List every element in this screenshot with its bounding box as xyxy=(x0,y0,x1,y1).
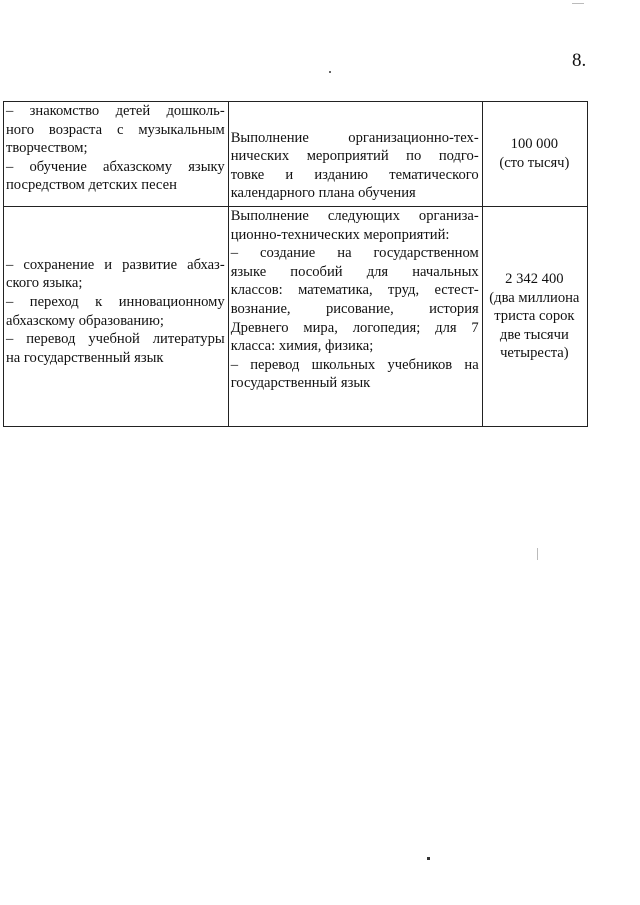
goal-cell xyxy=(4,102,229,207)
goal-line: – перевод учебной литературы xyxy=(6,331,225,348)
sum-in-words: (два миллиона xyxy=(489,289,580,306)
table-row xyxy=(4,207,588,427)
action-line: – перевод школьных учебников на xyxy=(230,356,479,373)
sum-amount: 100 000 xyxy=(510,136,559,153)
scan-speck xyxy=(427,857,430,860)
goal-line: посредством детских песен xyxy=(6,177,177,194)
action-line: государственный язык xyxy=(230,375,371,392)
scan-speck xyxy=(537,548,538,560)
goal-cell xyxy=(4,207,229,427)
scan-speck xyxy=(329,71,331,73)
goal-line: – знакомство детей дошколь- xyxy=(6,103,225,119)
action-line: классов: математика, труд, естест- xyxy=(230,282,479,299)
action-line: Древнего мира, логопедия; для 7 xyxy=(230,319,479,336)
action-line: календарного плана обучения xyxy=(230,185,416,202)
goal-line: ского языка; xyxy=(6,275,83,292)
scan-speck xyxy=(572,3,584,4)
table-row xyxy=(4,102,588,207)
sum-in-words: триста сорок xyxy=(494,308,575,325)
action-line: товке и изданию тематического xyxy=(230,166,479,183)
program-table xyxy=(3,101,588,427)
goal-line: – переход к инновационному xyxy=(6,293,225,310)
action-line: ционно-технических мероприятий: xyxy=(230,226,450,243)
action-cell xyxy=(228,207,482,427)
action-line: языке пособий для начальных xyxy=(230,263,479,280)
sum-amount: 2 342 400 xyxy=(505,271,564,288)
goal-line: на государственный язык xyxy=(6,349,164,366)
page-number: 8. xyxy=(572,50,587,71)
goal-line: абхазскому образованию; xyxy=(6,312,164,329)
sum-cell xyxy=(482,102,587,207)
sum-in-words: две тысячи xyxy=(499,326,569,343)
sum-in-words: (сто тысяч) xyxy=(499,155,570,171)
action-line: нических мероприятий по подго- xyxy=(230,148,479,165)
goal-line: творчеством; xyxy=(6,140,88,157)
action-line: – создание на государственном xyxy=(230,245,479,262)
action-line: вознание, рисование, история xyxy=(230,300,479,317)
sum-cell xyxy=(482,207,587,427)
goal-line: – сохранение и развитие абхаз- xyxy=(6,256,225,273)
action-line: Выполнение организационно-тех- xyxy=(230,129,479,146)
goal-line: – обучение абхазскому языку xyxy=(6,158,225,175)
action-line: класса: химия, физика; xyxy=(230,338,374,355)
goal-line: ного возраста с музыкальным xyxy=(6,121,225,138)
action-line: Выполнение следующих организа- xyxy=(230,208,479,224)
sum-in-words: четыреста) xyxy=(500,345,569,362)
action-cell xyxy=(228,102,482,207)
